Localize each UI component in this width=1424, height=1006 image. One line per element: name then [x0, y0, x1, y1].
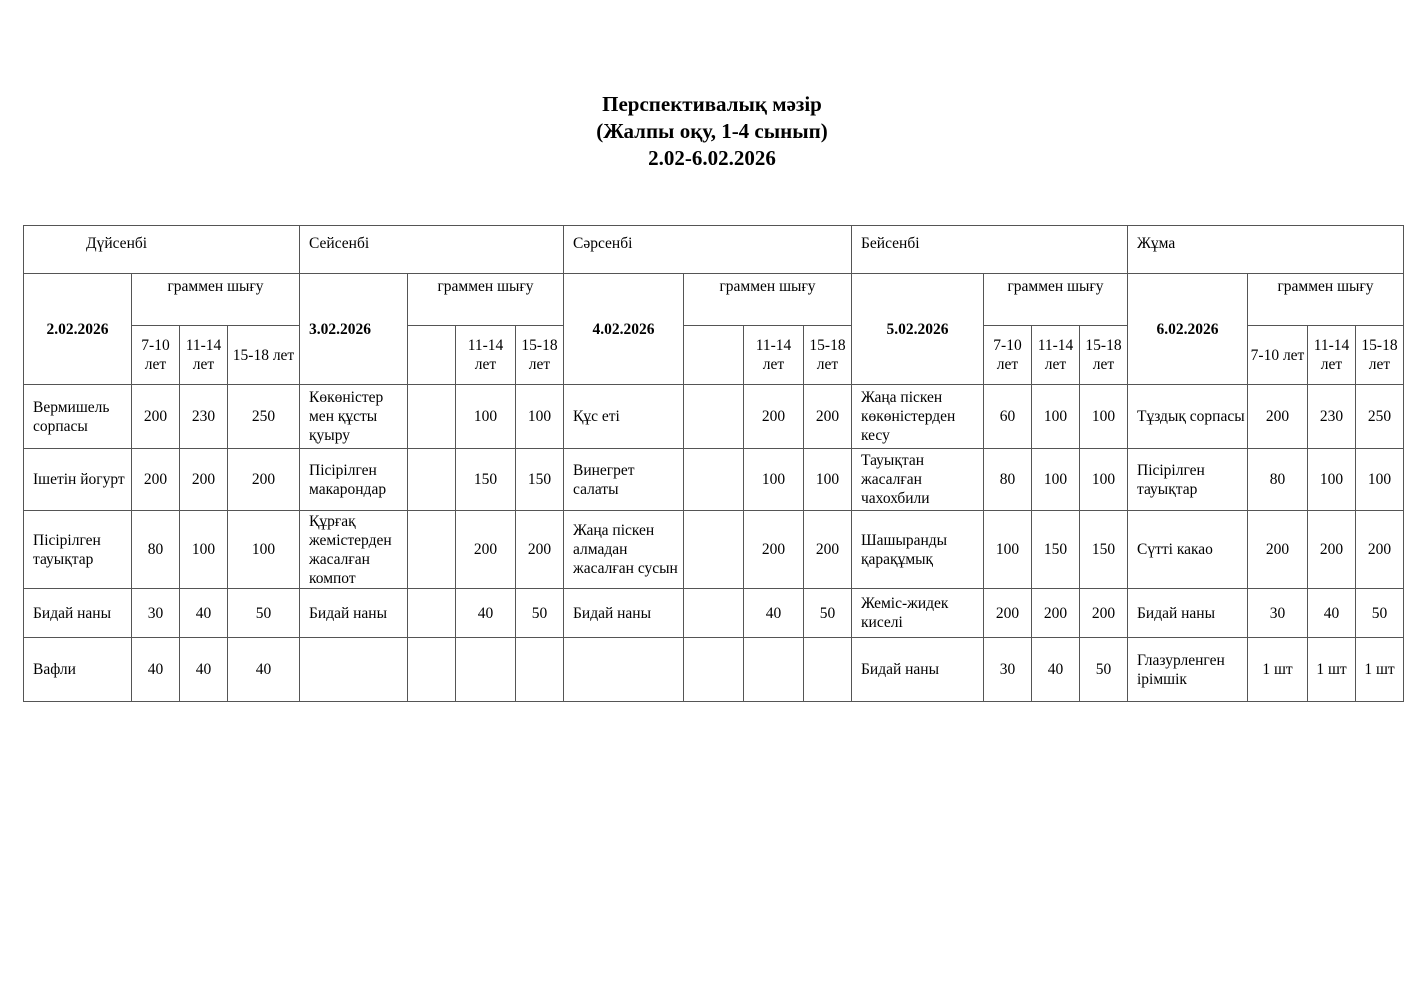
portion-grams-cell	[516, 638, 564, 702]
age-group-cell: 11-14 лет	[1308, 326, 1356, 385]
dish-name-cell: Бидай наны	[1128, 589, 1248, 638]
title-line-1: Перспективалық мәзір	[602, 92, 822, 116]
portion-grams-cell: 100	[516, 385, 564, 449]
dish-name-cell: Тауықтан жасалған чахохбили	[852, 449, 984, 511]
portion-grams-cell: 100	[1080, 385, 1128, 449]
portion-grams-cell: 200	[132, 449, 180, 511]
portion-grams-cell: 200	[744, 385, 804, 449]
age-group-cell: 15-18 лет	[1356, 326, 1404, 385]
grams-label: граммен шығу	[408, 274, 564, 326]
portion-grams-cell: 100	[804, 449, 852, 511]
portion-grams-cell: 200	[1248, 511, 1308, 589]
date-cell: 3.02.2026	[300, 274, 408, 385]
portion-grams-cell: 200	[132, 385, 180, 449]
portion-grams-cell: 100	[456, 385, 516, 449]
age-group-cell: 11-14 лет	[456, 326, 516, 385]
grams-header-row	[24, 274, 1404, 326]
portion-grams-cell: 30	[1248, 589, 1308, 638]
title-line-2: (Жалпы оқу, 1-4 сынып)	[596, 119, 828, 143]
portion-grams-cell	[408, 385, 456, 449]
portion-grams-cell: 100	[1032, 449, 1080, 511]
portion-grams-cell: 30	[984, 638, 1032, 702]
dish-name-cell: Пісірілген тауықтар	[1128, 449, 1248, 511]
portion-grams-cell: 80	[1248, 449, 1308, 511]
age-group-cell: 15-18 лет	[228, 326, 300, 385]
portion-grams-cell: 250	[1356, 385, 1404, 449]
portion-grams-cell: 100	[1032, 385, 1080, 449]
age-group-cell: 7-10 лет	[984, 326, 1032, 385]
dish-name-cell: Пісірілген тауықтар	[24, 511, 132, 589]
dish-name-cell: Вермишель сорпасы	[24, 385, 132, 449]
portion-grams-cell: 1 шт	[1308, 638, 1356, 702]
portion-grams-cell: 1 шт	[1248, 638, 1308, 702]
portion-grams-cell: 100	[1080, 449, 1128, 511]
portion-grams-cell: 80	[132, 511, 180, 589]
portion-grams-cell: 60	[984, 385, 1032, 449]
age-group-cell: 11-14 лет	[180, 326, 228, 385]
portion-grams-cell: 40	[1308, 589, 1356, 638]
age-group-cell	[684, 326, 744, 385]
portion-grams-cell: 40	[228, 638, 300, 702]
portion-grams-cell	[684, 385, 744, 449]
portion-grams-cell: 200	[180, 449, 228, 511]
portion-grams-cell: 230	[180, 385, 228, 449]
portion-grams-cell	[456, 638, 516, 702]
date-cell: 2.02.2026	[24, 274, 132, 385]
portion-grams-cell: 100	[744, 449, 804, 511]
portion-grams-cell: 50	[1080, 638, 1128, 702]
portion-grams-cell: 200	[1080, 589, 1128, 638]
dish-name-cell: Пісірілген макарондар	[300, 449, 408, 511]
grams-label: граммен шығу	[132, 274, 300, 326]
dish-name-cell: Вафли	[24, 638, 132, 702]
portion-grams-cell: 200	[228, 449, 300, 511]
day-header-row	[24, 226, 1404, 274]
dish-name-cell: Көкөністер мен құсты қуыру	[300, 385, 408, 449]
menu-table	[23, 225, 1404, 702]
portion-grams-cell: 200	[1356, 511, 1404, 589]
date-cell: 4.02.2026	[564, 274, 684, 385]
table-row	[24, 385, 1404, 449]
portion-grams-cell: 40	[456, 589, 516, 638]
portion-grams-cell	[408, 589, 456, 638]
portion-grams-cell: 200	[744, 511, 804, 589]
portion-grams-cell: 50	[1356, 589, 1404, 638]
portion-grams-cell	[408, 449, 456, 511]
day-name-cell: Бейсенбі	[852, 226, 1128, 274]
portion-grams-cell	[684, 511, 744, 589]
portion-grams-cell	[684, 638, 744, 702]
dish-name-cell: Жаңа піскен көкөністерден кесу	[852, 385, 984, 449]
portion-grams-cell: 80	[984, 449, 1032, 511]
age-group-cell	[408, 326, 456, 385]
portion-grams-cell: 100	[984, 511, 1032, 589]
portion-grams-cell: 200	[456, 511, 516, 589]
dish-name-cell: Сүтті какао	[1128, 511, 1248, 589]
portion-grams-cell: 200	[804, 385, 852, 449]
age-group-cell: 11-14 лет	[1032, 326, 1080, 385]
portion-grams-cell: 200	[516, 511, 564, 589]
portion-grams-cell	[408, 511, 456, 589]
dish-name-cell: Жеміс-жидек киселі	[852, 589, 984, 638]
table-row	[24, 511, 1404, 589]
portion-grams-cell: 200	[1248, 385, 1308, 449]
grams-label: граммен шығу	[684, 274, 852, 326]
portion-grams-cell	[684, 589, 744, 638]
portion-grams-cell: 50	[228, 589, 300, 638]
age-group-cell: 7-10 лет	[1248, 326, 1308, 385]
age-group-cell: 15-18 лет	[804, 326, 852, 385]
portion-grams-cell: 100	[228, 511, 300, 589]
date-cell: 6.02.2026	[1128, 274, 1248, 385]
grams-label: граммен шығу	[984, 274, 1128, 326]
portion-grams-cell: 100	[180, 511, 228, 589]
day-name-cell: Жұма	[1128, 226, 1404, 274]
portion-grams-cell: 100	[1308, 449, 1356, 511]
dish-name-cell: Винегрет салаты	[564, 449, 684, 511]
portion-grams-cell: 40	[1032, 638, 1080, 702]
dish-name-cell: Бидай наны	[300, 589, 408, 638]
portion-grams-cell: 150	[1032, 511, 1080, 589]
table-row	[24, 449, 1404, 511]
dish-name-cell	[564, 638, 684, 702]
portion-grams-cell: 50	[516, 589, 564, 638]
age-group-cell: 15-18 лет	[1080, 326, 1128, 385]
day-name-cell: Сейсенбі	[300, 226, 564, 274]
portion-grams-cell: 40	[744, 589, 804, 638]
day-name-cell: Сәрсенбі	[564, 226, 852, 274]
portion-grams-cell	[684, 449, 744, 511]
portion-grams-cell: 40	[180, 589, 228, 638]
dish-name-cell: Ішетін йогурт	[24, 449, 132, 511]
age-group-cell: 7-10 лет	[132, 326, 180, 385]
dish-name-cell: Құс еті	[564, 385, 684, 449]
portion-grams-cell: 150	[456, 449, 516, 511]
age-group-cell: 11-14 лет	[744, 326, 804, 385]
portion-grams-cell: 200	[984, 589, 1032, 638]
day-name-cell: Дүйсенбі	[24, 226, 300, 274]
portion-grams-cell	[408, 638, 456, 702]
dish-name-cell: Тұздық сорпасы	[1128, 385, 1248, 449]
portion-grams-cell: 200	[1308, 511, 1356, 589]
dish-name-cell: Бидай наны	[852, 638, 984, 702]
dish-name-cell: Глазурленген ірімшік	[1128, 638, 1248, 702]
dish-name-cell	[300, 638, 408, 702]
portion-grams-cell: 150	[1080, 511, 1128, 589]
table-row	[24, 638, 1404, 702]
table-row	[24, 589, 1404, 638]
document-title	[0, 91, 1424, 172]
portion-grams-cell: 200	[804, 511, 852, 589]
date-cell: 5.02.2026	[852, 274, 984, 385]
portion-grams-cell: 1 шт	[1356, 638, 1404, 702]
portion-grams-cell	[744, 638, 804, 702]
portion-grams-cell: 50	[804, 589, 852, 638]
dish-name-cell: Бидай наны	[24, 589, 132, 638]
portion-grams-cell: 230	[1308, 385, 1356, 449]
dish-name-cell: Жаңа піскен алмадан жасалған сусын	[564, 511, 684, 589]
portion-grams-cell: 200	[1032, 589, 1080, 638]
portion-grams-cell: 30	[132, 589, 180, 638]
grams-label: граммен шығу	[1248, 274, 1404, 326]
title-line-3: 2.02-6.02.2026	[648, 146, 776, 170]
age-group-cell: 15-18 лет	[516, 326, 564, 385]
portion-grams-cell: 40	[180, 638, 228, 702]
dish-name-cell: Құрғақ жемістерден жасалған компот	[300, 511, 408, 589]
portion-grams-cell: 100	[1356, 449, 1404, 511]
portion-grams-cell: 250	[228, 385, 300, 449]
portion-grams-cell: 150	[516, 449, 564, 511]
portion-grams-cell	[804, 638, 852, 702]
portion-grams-cell: 40	[132, 638, 180, 702]
dish-name-cell: Бидай наны	[564, 589, 684, 638]
dish-name-cell: Шашыранды қарақұмық	[852, 511, 984, 589]
